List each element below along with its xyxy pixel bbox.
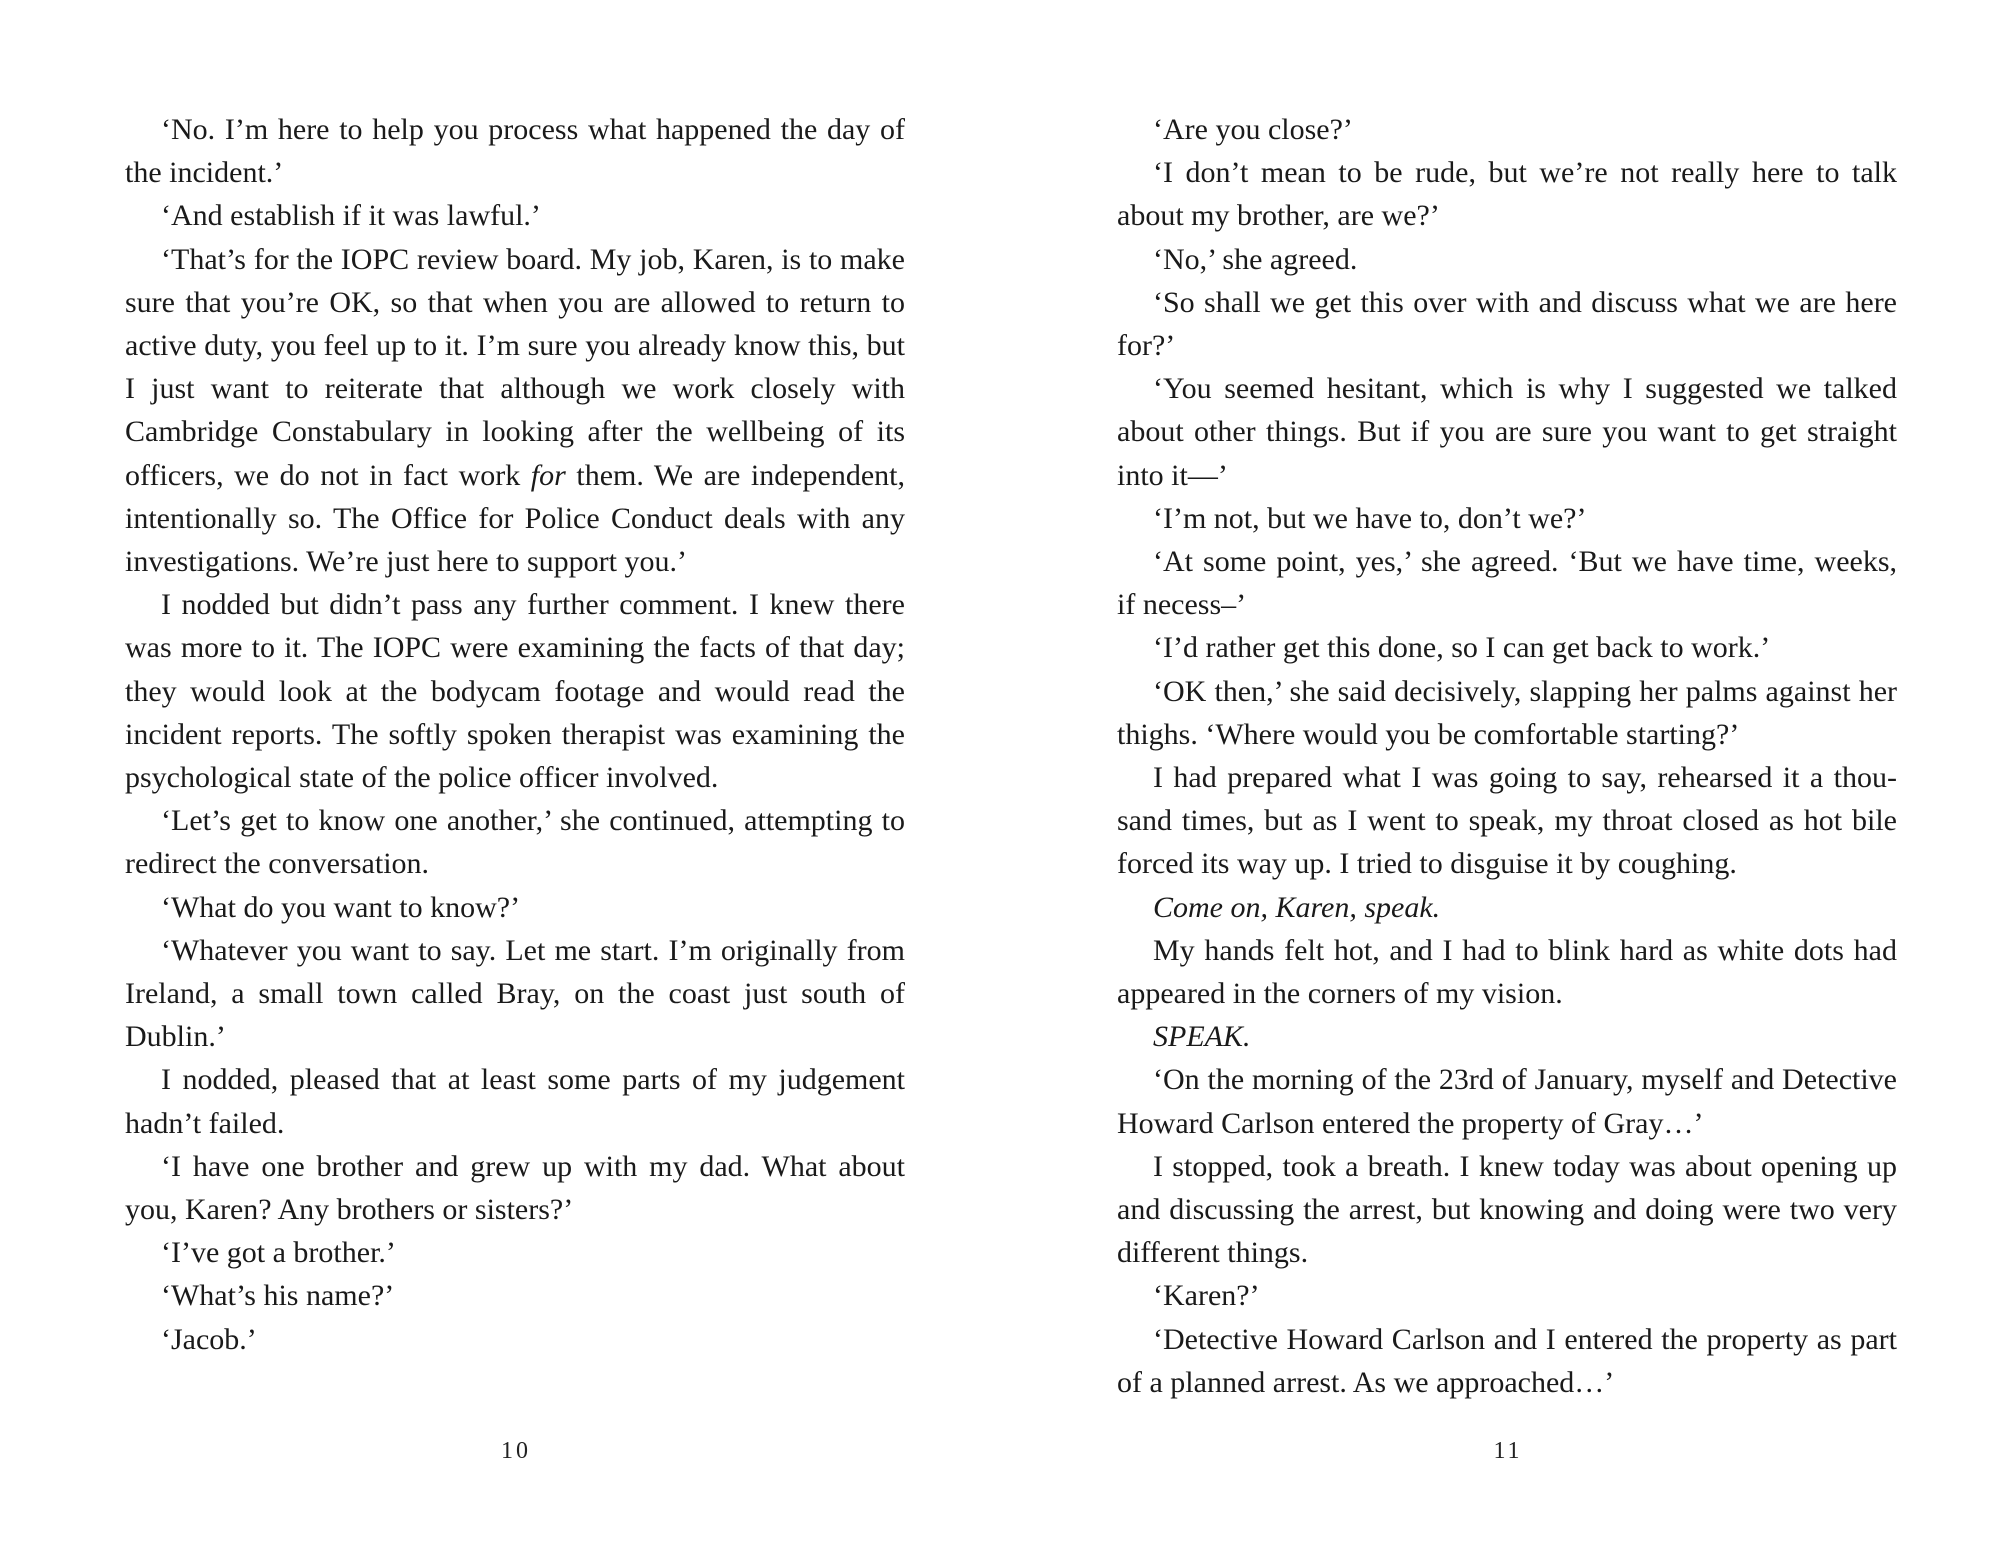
paragraph: ‘OK then,’ she said decisively, slapping her palms against her thighs. ‘Where would you be comfortable starting?’ xyxy=(1117,674,1897,751)
page-number: 11 xyxy=(1493,1438,1523,1464)
page-number: 10 xyxy=(501,1438,531,1464)
paragraph: ‘What’s his name?’ xyxy=(161,1279,395,1313)
paragraph: ‘Let’s get to know one another,’ she continued, attempting to redirect the conversation. xyxy=(125,804,905,881)
paragraph: ‘So shall we get this over with and discuss what we are here for?’ xyxy=(1117,285,1897,363)
paragraph: ‘You seemed hesitant, which is why I suggested we talked about other things. But if you are sure you want to get straight into it—’ xyxy=(1117,372,1897,492)
paragraph: ‘Detective Howard Carlson and I entered the property as part of a planned arrest. As we approached…’ xyxy=(1117,1322,1897,1399)
paragraph: I stopped, took a breath. I knew today was about opening up and discussing the arrest, but knowing and doing were two very different things. xyxy=(1117,1149,1897,1270)
paragraph-text: them. We are independent, intentionally so. The Office for Police Conduct deals with any investigations. We’re just here to support you.’ xyxy=(125,458,905,579)
paragraph: ‘I’m not, but we have to, don’t we?’ xyxy=(1153,501,1587,535)
italic-emphasis: for xyxy=(530,458,566,492)
paragraph: I nodded but didn’t pass any further comment. I knew there was more to it. The IOPC were examining the facts of that day; they would look at the bodycam footage and would read the incident reports. The softly spoken therapist was examining the psychological state of the police officer involved. xyxy=(125,588,905,795)
paragraph-text: ‘That’s for the IOPC review board. My job, Karen, is to make sure that you’re OK, so that when you are allowed to return to active duty, you feel up to it. I’m sure you already know this, but I just want to reiterate that although we work closely with Cambridge Constabulary in looking after the wellbeing of its officers, we do not in fact work xyxy=(125,242,905,492)
paragraph: I nodded, pleased that at least some parts of my judgement hadn’t failed. xyxy=(125,1063,905,1140)
paragraph: ‘No. I’m here to help you process what happened the day of the incident.’ xyxy=(125,113,905,190)
paragraph xyxy=(125,238,905,584)
italic-thought xyxy=(1117,1015,1897,1058)
paragraph: ‘I don’t mean to be rude, but we’re not really here to talk about my brother, are we?’ xyxy=(1117,156,1897,233)
paragraph: ‘What do you want to know?’ xyxy=(161,890,521,924)
right-page xyxy=(1117,108,1897,1488)
paragraph: ‘I’d rather get this done, so I can get back to work.’ xyxy=(1153,631,1771,665)
paragraph: ‘On the morning of the 23rd of January, myself and Detective Howard Carlson entered the property of Gray…’ xyxy=(1117,1063,1897,1140)
paragraph: My hands felt hot, and I had to blink hard as white dots had appeared in the corners of my vision. xyxy=(1117,933,1897,1011)
italic-text: Come on, Karen, speak. xyxy=(1153,890,1441,924)
paragraph: ‘Are you close?’ xyxy=(1153,113,1353,146)
paragraph: ‘At some point, yes,’ she agreed. ‘But we have time, weeks, if necess–’ xyxy=(1117,545,1897,622)
italic-text: SPEAK. xyxy=(1153,1020,1251,1054)
italic-thought xyxy=(1117,886,1897,929)
paragraph: ‘Jacob.’ xyxy=(161,1322,257,1356)
paragraph: ‘I’ve got a brother.’ xyxy=(161,1236,396,1270)
left-page xyxy=(125,108,905,1488)
paragraph: ‘And establish if it was lawful.’ xyxy=(161,199,541,233)
paragraph: ‘No,’ she agreed. xyxy=(1153,242,1358,276)
paragraph: I had prepared what I was going to say, rehearsed it a thousand times, but as I went to speak, my throat closed as hot bile forced its way up. I tried to disguise it by coughing. xyxy=(1117,761,1897,881)
paragraph: ‘Whatever you want to say. Let me start. I’m originally from Ireland, a small town called Bray, on the coast just south of Dublin.’ xyxy=(125,933,905,1054)
paragraph: ‘Karen?’ xyxy=(1153,1279,1260,1313)
paragraph: ‘I have one brother and grew up with my dad. What about you, Karen? Any brothers or sisters?’ xyxy=(125,1149,905,1227)
